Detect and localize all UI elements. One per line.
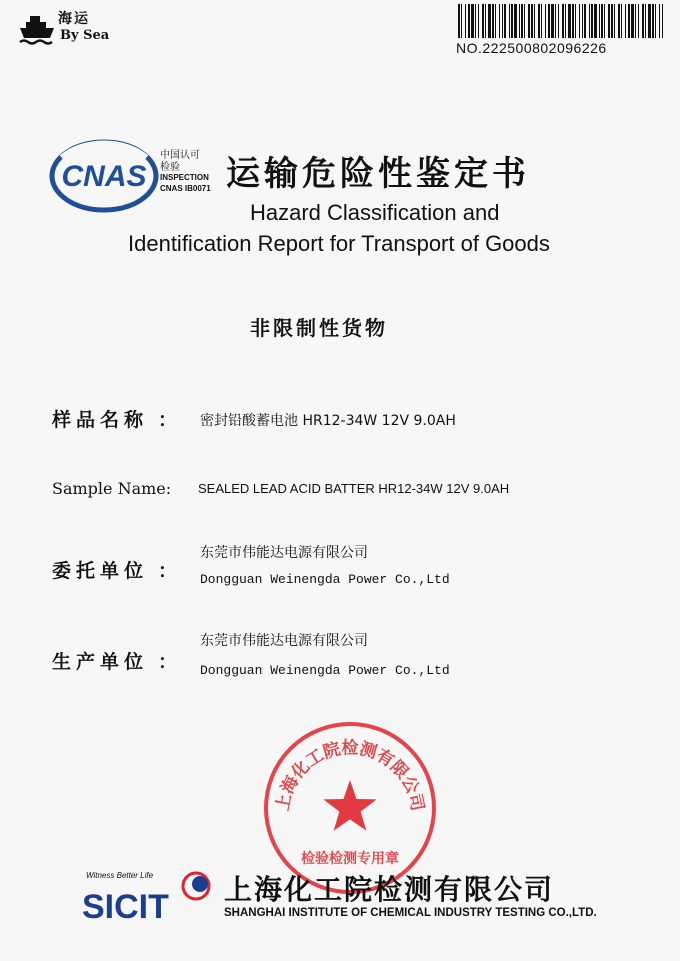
barcode-bar <box>534 4 535 38</box>
barcode-bar <box>645 4 646 38</box>
barcode-bar <box>551 4 554 38</box>
cnas-line2-cn: 检验 <box>160 162 180 173</box>
cnas-logo <box>48 138 160 214</box>
sample-name-en-label: Sample Name: <box>52 479 172 498</box>
barcode-bar <box>599 4 600 38</box>
barcode-bar <box>465 4 466 38</box>
barcode-bar <box>589 4 590 38</box>
barcode-bar <box>648 4 651 38</box>
client-label: 委托单位 <box>52 560 149 582</box>
barcode-bar <box>548 4 550 38</box>
barcode-bar <box>662 4 663 38</box>
barcode-bar <box>528 4 530 38</box>
title-en-line1: Hazard Classification and <box>250 200 500 225</box>
barcode-bar <box>614 4 615 38</box>
barcode-bar <box>545 4 546 38</box>
transport-mode-cn: 海运 <box>58 11 90 27</box>
barcode-bar <box>631 4 634 38</box>
barcode-bar <box>511 4 513 38</box>
sicit-tagline: Witness Better Life <box>86 871 154 880</box>
barcode-bar <box>475 4 476 38</box>
sample-name-cn-label: 样品名称 <box>52 409 149 431</box>
barcode-bar <box>618 4 620 38</box>
barcode-bar <box>568 4 571 38</box>
barcode-bar <box>555 4 556 38</box>
barcode-bar <box>458 4 460 38</box>
barcode-bar <box>495 4 496 38</box>
title-en-line2: Identification Report for Transport of Goods <box>128 231 550 256</box>
cnas-line1-en: INSPECTION <box>160 173 209 182</box>
barcode-bar <box>509 4 510 38</box>
barcode-bar <box>584 4 586 38</box>
barcode-bar <box>591 4 593 38</box>
barcode-bar <box>579 4 580 38</box>
report-number: NO.222500802096226 <box>456 40 607 56</box>
seal-bottom-text: 检验检测专用章 <box>301 851 399 867</box>
barcode-bar <box>514 4 517 38</box>
barcode-bar <box>628 4 630 38</box>
barcode-bar <box>635 4 636 38</box>
barcode-bar <box>565 4 566 38</box>
barcode-bar <box>485 4 486 38</box>
company-name-en: SHANGHAI INSTITUTE OF CHEMICAL INDUSTRY TESTING CO.,LTD. <box>224 907 597 919</box>
client-colon: ： <box>158 560 178 582</box>
barcode-bar <box>621 4 622 38</box>
barcode-bar <box>558 4 559 38</box>
barcode-bar <box>524 4 525 38</box>
barcode-bar <box>601 4 603 38</box>
sicit-logo-text: SICIT <box>82 888 169 926</box>
barcode-bar <box>625 4 626 38</box>
barcode-bar <box>572 4 574 38</box>
barcode-bar <box>502 4 503 38</box>
barcode-bar <box>638 4 639 38</box>
barcode-bar <box>582 4 583 38</box>
barcode-bar <box>482 4 484 38</box>
sample-name-en-value: SEALED LEAD ACID BATTER HR12-34W 12V 9.0AH <box>198 481 510 496</box>
sample-name-cn-value: 密封铅酸蓄电池 HR12-34W 12V 9.0AH <box>200 413 456 429</box>
barcode-bar <box>521 4 523 38</box>
barcode-bar <box>604 4 605 38</box>
producer-name-cn: 东莞市伟能达电源有限公司 <box>200 633 368 649</box>
barcode-bar <box>461 4 462 38</box>
barcode-bar <box>488 4 491 38</box>
barcode-bar <box>652 4 654 38</box>
title-cn: 运输危险性鉴定书 <box>226 154 530 194</box>
barcode-bar <box>608 4 610 38</box>
barcode-bar <box>538 4 540 38</box>
producer-label: 生产单位 <box>52 651 149 673</box>
barcode <box>458 4 664 38</box>
barcode-bar <box>504 4 506 38</box>
cnas-logo-text: CNAS <box>61 160 147 193</box>
barcode-bar <box>541 4 542 38</box>
client-name-cn: 东莞市伟能达电源有限公司 <box>200 545 368 561</box>
barcode-bar <box>659 4 660 38</box>
barcode-bar <box>471 4 474 38</box>
barcode-bar <box>478 4 479 38</box>
barcode-bar <box>594 4 597 38</box>
barcode-bar <box>562 4 564 38</box>
sicit-logo <box>82 866 212 928</box>
barcode-bar <box>611 4 613 38</box>
transport-mode-en: By Sea <box>60 28 110 43</box>
sample-name-colon: ： <box>158 409 178 431</box>
seal-star-icon <box>323 780 376 831</box>
producer-name-en: Dongguan Weinengda Power Co.,Ltd <box>200 663 450 678</box>
producer-colon: ： <box>158 651 178 673</box>
barcode-bar <box>575 4 576 38</box>
barcode-bar <box>655 4 656 38</box>
barcode-bar <box>642 4 644 38</box>
classification-result: 非限制性货物 <box>250 316 388 340</box>
barcode-bar <box>519 4 520 38</box>
cnas-line2-en: CNAS IB0071 <box>160 184 211 193</box>
barcode-bar <box>531 4 533 38</box>
client-name-en: Dongguan Weinengda Power Co.,Ltd <box>200 572 450 587</box>
barcode-bar <box>492 4 494 38</box>
seal-ring-text: 上海化工院检测有限公司 <box>272 738 428 813</box>
cnas-line1-cn: 中国认可 <box>160 150 200 161</box>
barcode-bar <box>499 4 500 38</box>
company-name-cn: 上海化工院检测有限公司 <box>224 873 555 906</box>
barcode-bar <box>468 4 470 38</box>
